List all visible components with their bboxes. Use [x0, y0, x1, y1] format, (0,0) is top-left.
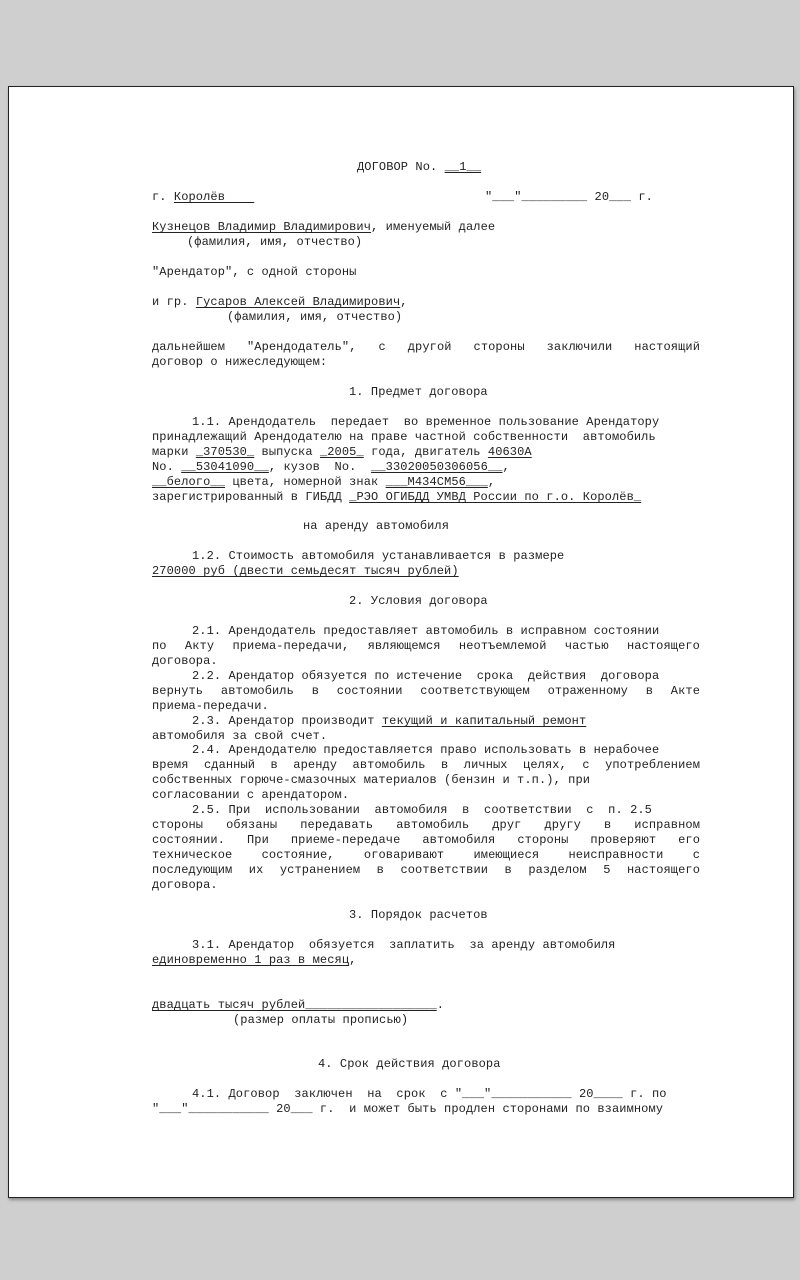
p22-line-1: 2.2. Арендатор обязуется по истечение срока действия договора [192, 669, 660, 683]
party1-name: Кузнецов Владимир Владимирович [152, 220, 372, 234]
section-2-title: 2. Условия договора [349, 594, 488, 608]
title-label: ДОГОВОР No. [357, 160, 445, 174]
fio-hint-2: (фамилия, имя, отчество) [227, 310, 403, 324]
p11-line-2: принадлежащий Арендодателю на праве частной собственности автомобиль [152, 430, 656, 444]
engine-number: __53041090__ [181, 460, 269, 474]
p11-line-6 [152, 490, 641, 505]
p23-line-1 [192, 714, 586, 729]
intro-line-1: дальнейшем "Арендодатель", с другой стороны заключили настоящий [152, 340, 700, 354]
p41-line-1: 4.1. Договор заключен на срок с "___"___________ 20____ г. по [192, 1087, 667, 1101]
p24-line-1: 2.4. Арендодателю предоставляется право использовать в нерабочее [192, 743, 660, 757]
p22-line-3: приема-передачи. [152, 699, 269, 713]
section-4-title: 4. Срок действия договора [318, 1057, 501, 1071]
car-value: 270000 руб (двести семьдесят тысяч рублей) [152, 564, 459, 578]
p25-line-1: 2.5. При использовании автомобиля в соответствии с п. 2.5 [192, 803, 652, 817]
section-3-title: 3. Порядок расчетов [349, 908, 488, 922]
p21-line-2: по Акту приема-передачи, являющемся неотъемлемой частью настоящего [152, 639, 700, 653]
p11-comma-2: , [487, 475, 496, 489]
p22-line-2: вернуть автомобиль в состоянии соответствующем отраженному в Акте [152, 684, 700, 698]
party2-suffix: , [400, 295, 408, 309]
party1-role: "Арендатор", с одной стороны [152, 265, 357, 279]
city-underline [225, 190, 254, 204]
car-year: _2005_ [319, 445, 364, 459]
p11-gibdd-label: зарегистрированный в ГИБДД [152, 490, 350, 504]
p11-purpose: на аренду автомобиля [303, 519, 450, 533]
city-value: Королёв [173, 190, 226, 204]
section-1-title: 1. Предмет договора [349, 385, 488, 399]
p21-line-3: договора. [152, 654, 218, 668]
p31-comma: , [349, 953, 357, 967]
fio-hint-1: (фамилия, имя, отчество) [187, 235, 363, 249]
repair-type: текущий и капитальный ремонт [381, 714, 587, 728]
p11-model-label: марки [152, 445, 196, 459]
date-blank: "___"_________ 20___ г. [485, 190, 653, 204]
p21-line-1: 2.1. Арендодатель предоставляет автомобиль в исправном состоянии [192, 624, 660, 638]
p24-line-2: время сданный в аренду автомобиль в личных целях, с употреблением [152, 758, 700, 772]
payment-amount: двадцать тысяч рублей__________________ [152, 998, 437, 1012]
p41-line-2: "___"___________ 20___ г. и может быть продлен сторонами по взаимному [152, 1102, 664, 1116]
party1-suffix: , именуемый далее [371, 220, 496, 234]
p31-line-2 [152, 953, 356, 968]
gibdd-office: _РЭО ОГИБДД УМВД России по г.о. Королёв_ [349, 490, 642, 504]
p31-period: . [436, 998, 445, 1012]
party1-line [152, 220, 495, 235]
license-plate: ___М434СМ56___ [385, 475, 488, 489]
p11-engine-label: года, двигатель [363, 445, 488, 459]
p25-line-3: состоянии. При приеме-передаче автомобиля стороны проверяют его [152, 833, 700, 847]
payment-hint: (размер оплаты прописью) [233, 1013, 409, 1027]
p11-line-1: 1.1. Арендодатель передает во временное пользование Арендатору [192, 415, 660, 429]
document-page [8, 86, 794, 1198]
p11-line-3 [152, 445, 532, 460]
contract-title [357, 160, 481, 175]
p23-line-2: автомобиля за свой счет. [152, 729, 328, 743]
body-number: __33020050306056__ [371, 460, 503, 474]
intro-line-2: договор о нижеследующем: [152, 355, 328, 369]
party2-name: Гусаров Алексей Владимирович [195, 295, 401, 309]
engine-model: 40630А [487, 445, 532, 459]
car-model: _370530_ [195, 445, 255, 459]
city-line [152, 190, 254, 205]
p25-line-2: стороны обязаны передавать автомобиль друг другу в исправном [152, 818, 700, 832]
p11-year-label: выпуска [254, 445, 320, 459]
contract-number: __1__ [444, 160, 482, 174]
p25-line-4: техническое состояние, оговаривают имеющиеся неисправности с [152, 848, 700, 862]
party2-line [152, 295, 408, 310]
party2-prefix: и гр. [152, 295, 196, 309]
p31-line-1: 3.1. Арендатор обязуется заплатить за аренду автомобиля [192, 938, 616, 952]
p25-line-5: последующим их устранением в соответствии в разделом 5 настоящего [152, 863, 700, 877]
p11-plate-label: цвета, номерной знак [225, 475, 386, 489]
p11-body-label: , кузов No. [268, 460, 372, 474]
payment-frequency: единовременно 1 раз в месяц [152, 953, 350, 967]
p25-line-6: договора. [152, 878, 218, 892]
p12-line-1: 1.2. Стоимость автомобиля устанавливается в размере [192, 549, 565, 563]
p31-amount-line [152, 998, 444, 1013]
p23-label: 2.3. Арендатор производит [192, 714, 382, 728]
p24-line-4: согласовании с арендатором. [152, 788, 350, 802]
p11-no-label: No. [152, 460, 182, 474]
p11-line-5 [152, 475, 495, 490]
p11-comma: , [502, 460, 510, 474]
city-prefix: г. [152, 190, 174, 204]
p24-line-3: собственных горюче-смазочных материалов (бензин и т.п.), при [152, 773, 591, 787]
p11-line-4 [152, 460, 510, 475]
car-color: __белого__ [152, 475, 226, 489]
